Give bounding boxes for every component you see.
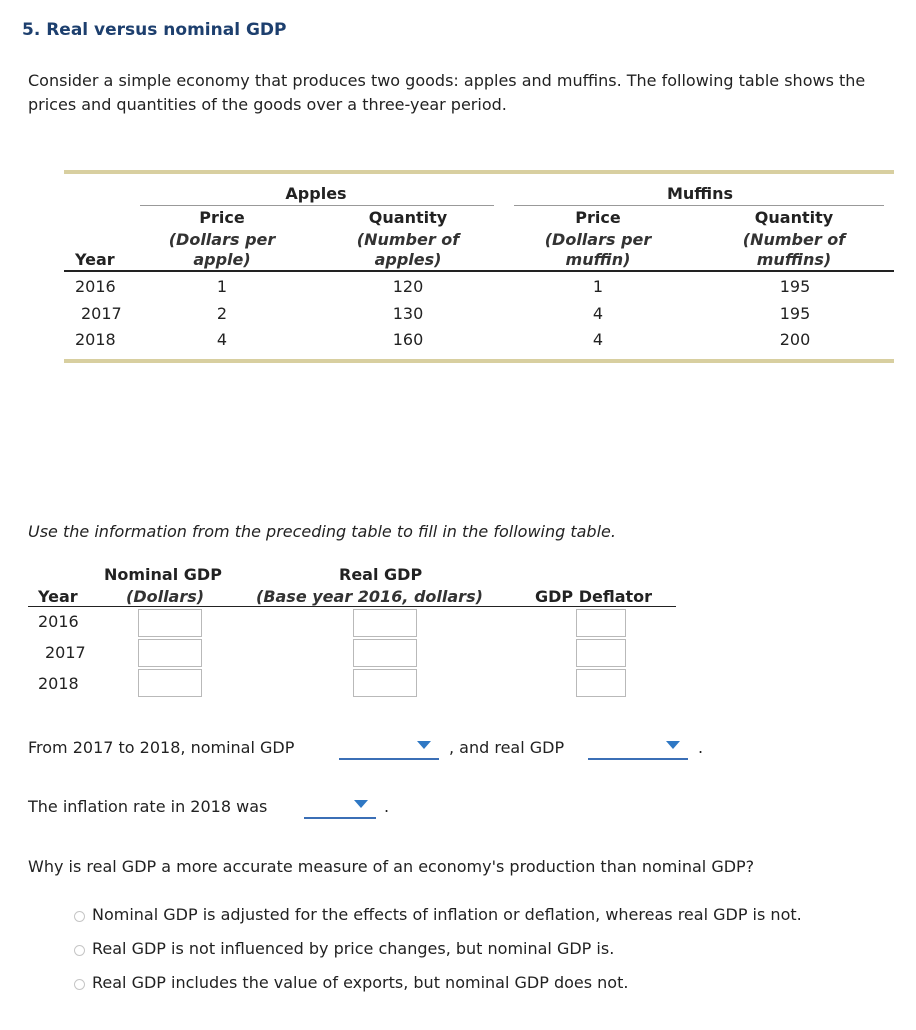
option-label[interactable]: Nominal GDP is adjusted for the effects of inflation or deflation, whereas real GDP is not. (92, 905, 802, 924)
muffin-qty-header: Quantity (754, 208, 834, 227)
row-year: 2016 (75, 277, 116, 296)
dropdown-arrow-icon (417, 741, 431, 749)
muffin-qty-cell: 195 (779, 277, 811, 296)
muffin-price-cell: 4 (592, 330, 604, 349)
real-change-prompt: , and real GDP (449, 738, 565, 757)
nominal-gdp-2016-input[interactable] (138, 609, 202, 637)
muffin-price-cell: 4 (592, 304, 604, 323)
inflation-rate-dropdown[interactable] (304, 795, 376, 819)
deflator-2018-input[interactable] (576, 669, 626, 697)
year-header-2: Year (38, 587, 78, 606)
nominal-gdp-header: Nominal GDP (104, 565, 222, 584)
real-gdp-header: Real GDP (339, 565, 423, 584)
apple-qty-subheader: (Number of apples) (356, 230, 460, 269)
radio-button[interactable] (74, 945, 85, 956)
intro-text: Consider a simple economy that produces two goods: apples and muffins. The following table shows the prices and quantities of the goods over a three-year period. (28, 71, 866, 114)
dropdown-arrow-icon (354, 800, 368, 808)
radio-button[interactable] (74, 979, 85, 990)
year-header: Year (75, 250, 115, 269)
option-label[interactable]: Real GDP is not influenced by price changes, but nominal GDP is. (92, 939, 615, 958)
header-rule (64, 270, 894, 272)
muffin-qty-cell: 200 (779, 330, 811, 349)
apples-group-header: Apples (285, 184, 347, 203)
apple-price-header: Price (199, 208, 245, 227)
muffin-price-cell: 1 (592, 277, 604, 296)
row-year: 2017 (45, 643, 86, 662)
nominal-gdp-2017-input[interactable] (138, 639, 202, 667)
table-top-rule (64, 170, 894, 174)
apples-group-rule (140, 205, 494, 206)
nominal-gdp-2018-input[interactable] (138, 669, 202, 697)
option-label[interactable]: Real GDP includes the value of exports, but nominal GDP does not. (92, 973, 629, 992)
row-year: 2016 (38, 612, 79, 631)
apple-price-cell: 1 (216, 277, 228, 296)
real-gdp-change-dropdown[interactable] (588, 736, 688, 760)
apple-price-subheader: (Dollars per apple) (168, 230, 276, 269)
apple-qty-header: Quantity (368, 208, 448, 227)
apple-price-cell: 2 (216, 304, 228, 323)
nominal-change-prompt: From 2017 to 2018, nominal GDP (28, 738, 295, 757)
apple-qty-cell: 160 (392, 330, 424, 349)
table2-header-rule (28, 606, 676, 607)
real-gdp-2017-input[interactable] (353, 639, 417, 667)
muffin-qty-cell: 195 (779, 304, 811, 323)
sentence1-period: . (698, 738, 704, 757)
instruction-text: Use the information from the preceding table to fill in the following table. (28, 522, 616, 541)
sentence2-period: . (384, 797, 390, 816)
question-text: Why is real GDP a more accurate measure of an economy's production than nominal GDP? (28, 857, 755, 876)
table-bottom-rule (64, 359, 894, 363)
real-gdp-2016-input[interactable] (353, 609, 417, 637)
muffins-group-rule (514, 205, 884, 206)
muffin-qty-subheader: (Number of muffins) (742, 230, 846, 269)
deflator-2017-input[interactable] (576, 639, 626, 667)
apple-qty-cell: 130 (392, 304, 424, 323)
real-gdp-2018-input[interactable] (353, 669, 417, 697)
apple-price-cell: 4 (216, 330, 228, 349)
real-gdp-subheader: (Base year 2016, dollars) (256, 587, 483, 606)
question-title: 5. Real versus nominal GDP (22, 20, 287, 40)
muffins-group-header: Muffins (666, 184, 734, 203)
muffin-price-subheader: (Dollars per muffin) (544, 230, 652, 269)
row-year: 2017 (81, 304, 122, 323)
radio-button[interactable] (74, 911, 85, 922)
row-year: 2018 (75, 330, 116, 349)
dropdown-arrow-icon (666, 741, 680, 749)
nominal-gdp-subheader: (Dollars) (126, 587, 205, 606)
deflator-2016-input[interactable] (576, 609, 626, 637)
muffin-price-header: Price (575, 208, 621, 227)
gdp-deflator-header: GDP Deflator (535, 587, 653, 606)
inflation-rate-prompt: The inflation rate in 2018 was (28, 797, 268, 816)
apple-qty-cell: 120 (392, 277, 424, 296)
row-year: 2018 (38, 674, 79, 693)
nominal-gdp-change-dropdown[interactable] (339, 736, 439, 760)
